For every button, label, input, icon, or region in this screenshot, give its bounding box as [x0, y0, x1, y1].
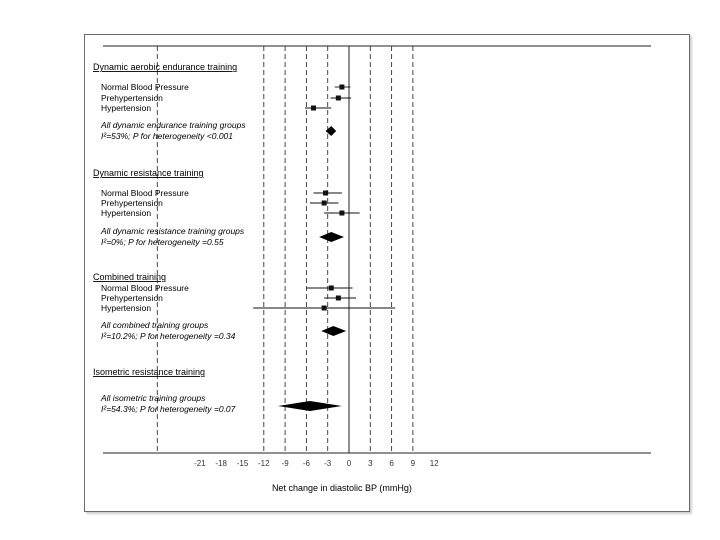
x-axis-title: Net change in diastolic BP (mmHg): [271, 483, 412, 493]
pooled-diamond: [319, 232, 344, 242]
study-label: Hypertension: [101, 103, 152, 113]
point-estimate: [336, 96, 341, 101]
point-estimate: [323, 191, 328, 196]
pooled-label: All isometric training groups: [101, 393, 206, 403]
study-label: Prehypertension: [101, 93, 163, 103]
heterogeneity-label: I²=53%; P for heterogeneity <0.001: [101, 131, 233, 141]
study-label: Normal Blood Pressure: [101, 188, 189, 198]
study-label: Hypertension: [101, 303, 152, 313]
x-tick-label: 0: [346, 459, 352, 468]
section-title: Combined training: [93, 272, 167, 282]
x-tick-label: 9: [410, 459, 416, 468]
x-tick-label: 12: [429, 459, 439, 468]
pooled-diamond: [278, 401, 342, 411]
section-title: Dynamic aerobic endurance training: [93, 62, 238, 72]
x-tick-label: -6: [302, 459, 310, 468]
heterogeneity-label: I²=54.3%; P for heterogeneity =0.07: [101, 404, 236, 414]
study-label: Normal Blood Pressure: [101, 82, 189, 92]
x-tick-label: -18: [215, 459, 227, 468]
x-tick-label: 6: [389, 459, 394, 468]
chart-frame: [84, 34, 690, 512]
x-tick-label: -21: [194, 459, 206, 468]
study-label: Normal Blood Pressure: [101, 283, 189, 293]
pooled-diamond: [326, 126, 337, 136]
x-tick-label: -15: [236, 459, 249, 468]
point-estimate: [339, 211, 344, 216]
pooled-diamond: [321, 326, 346, 336]
study-label: Hypertension: [101, 208, 152, 218]
section-title: Dynamic resistance training: [93, 168, 204, 178]
forest-plot: [85, 35, 689, 511]
point-estimate: [322, 306, 327, 311]
point-estimate: [311, 106, 316, 111]
study-label: Prehypertension: [101, 198, 163, 208]
pooled-label: All dynamic endurance training groups: [101, 120, 246, 130]
pooled-label: All dynamic resistance training groups: [101, 226, 245, 236]
point-estimate: [339, 85, 344, 90]
x-tick-label: -12: [258, 459, 270, 468]
x-tick-label: -9: [281, 459, 289, 468]
heterogeneity-label: I²=10.2%; P for heterogeneity =0.34: [101, 331, 236, 341]
pooled-label: All combined training groups: [101, 320, 209, 330]
heterogeneity-label: I²=0%; P for heterogeneity =0.55: [101, 237, 224, 247]
point-estimate: [336, 296, 341, 301]
point-estimate: [322, 201, 327, 206]
x-tick-label: 3: [368, 459, 373, 468]
section-title: Isometric resistance training: [93, 367, 206, 377]
point-estimate: [329, 286, 334, 291]
x-tick-label: -3: [324, 459, 332, 468]
study-label: Prehypertension: [101, 293, 163, 303]
